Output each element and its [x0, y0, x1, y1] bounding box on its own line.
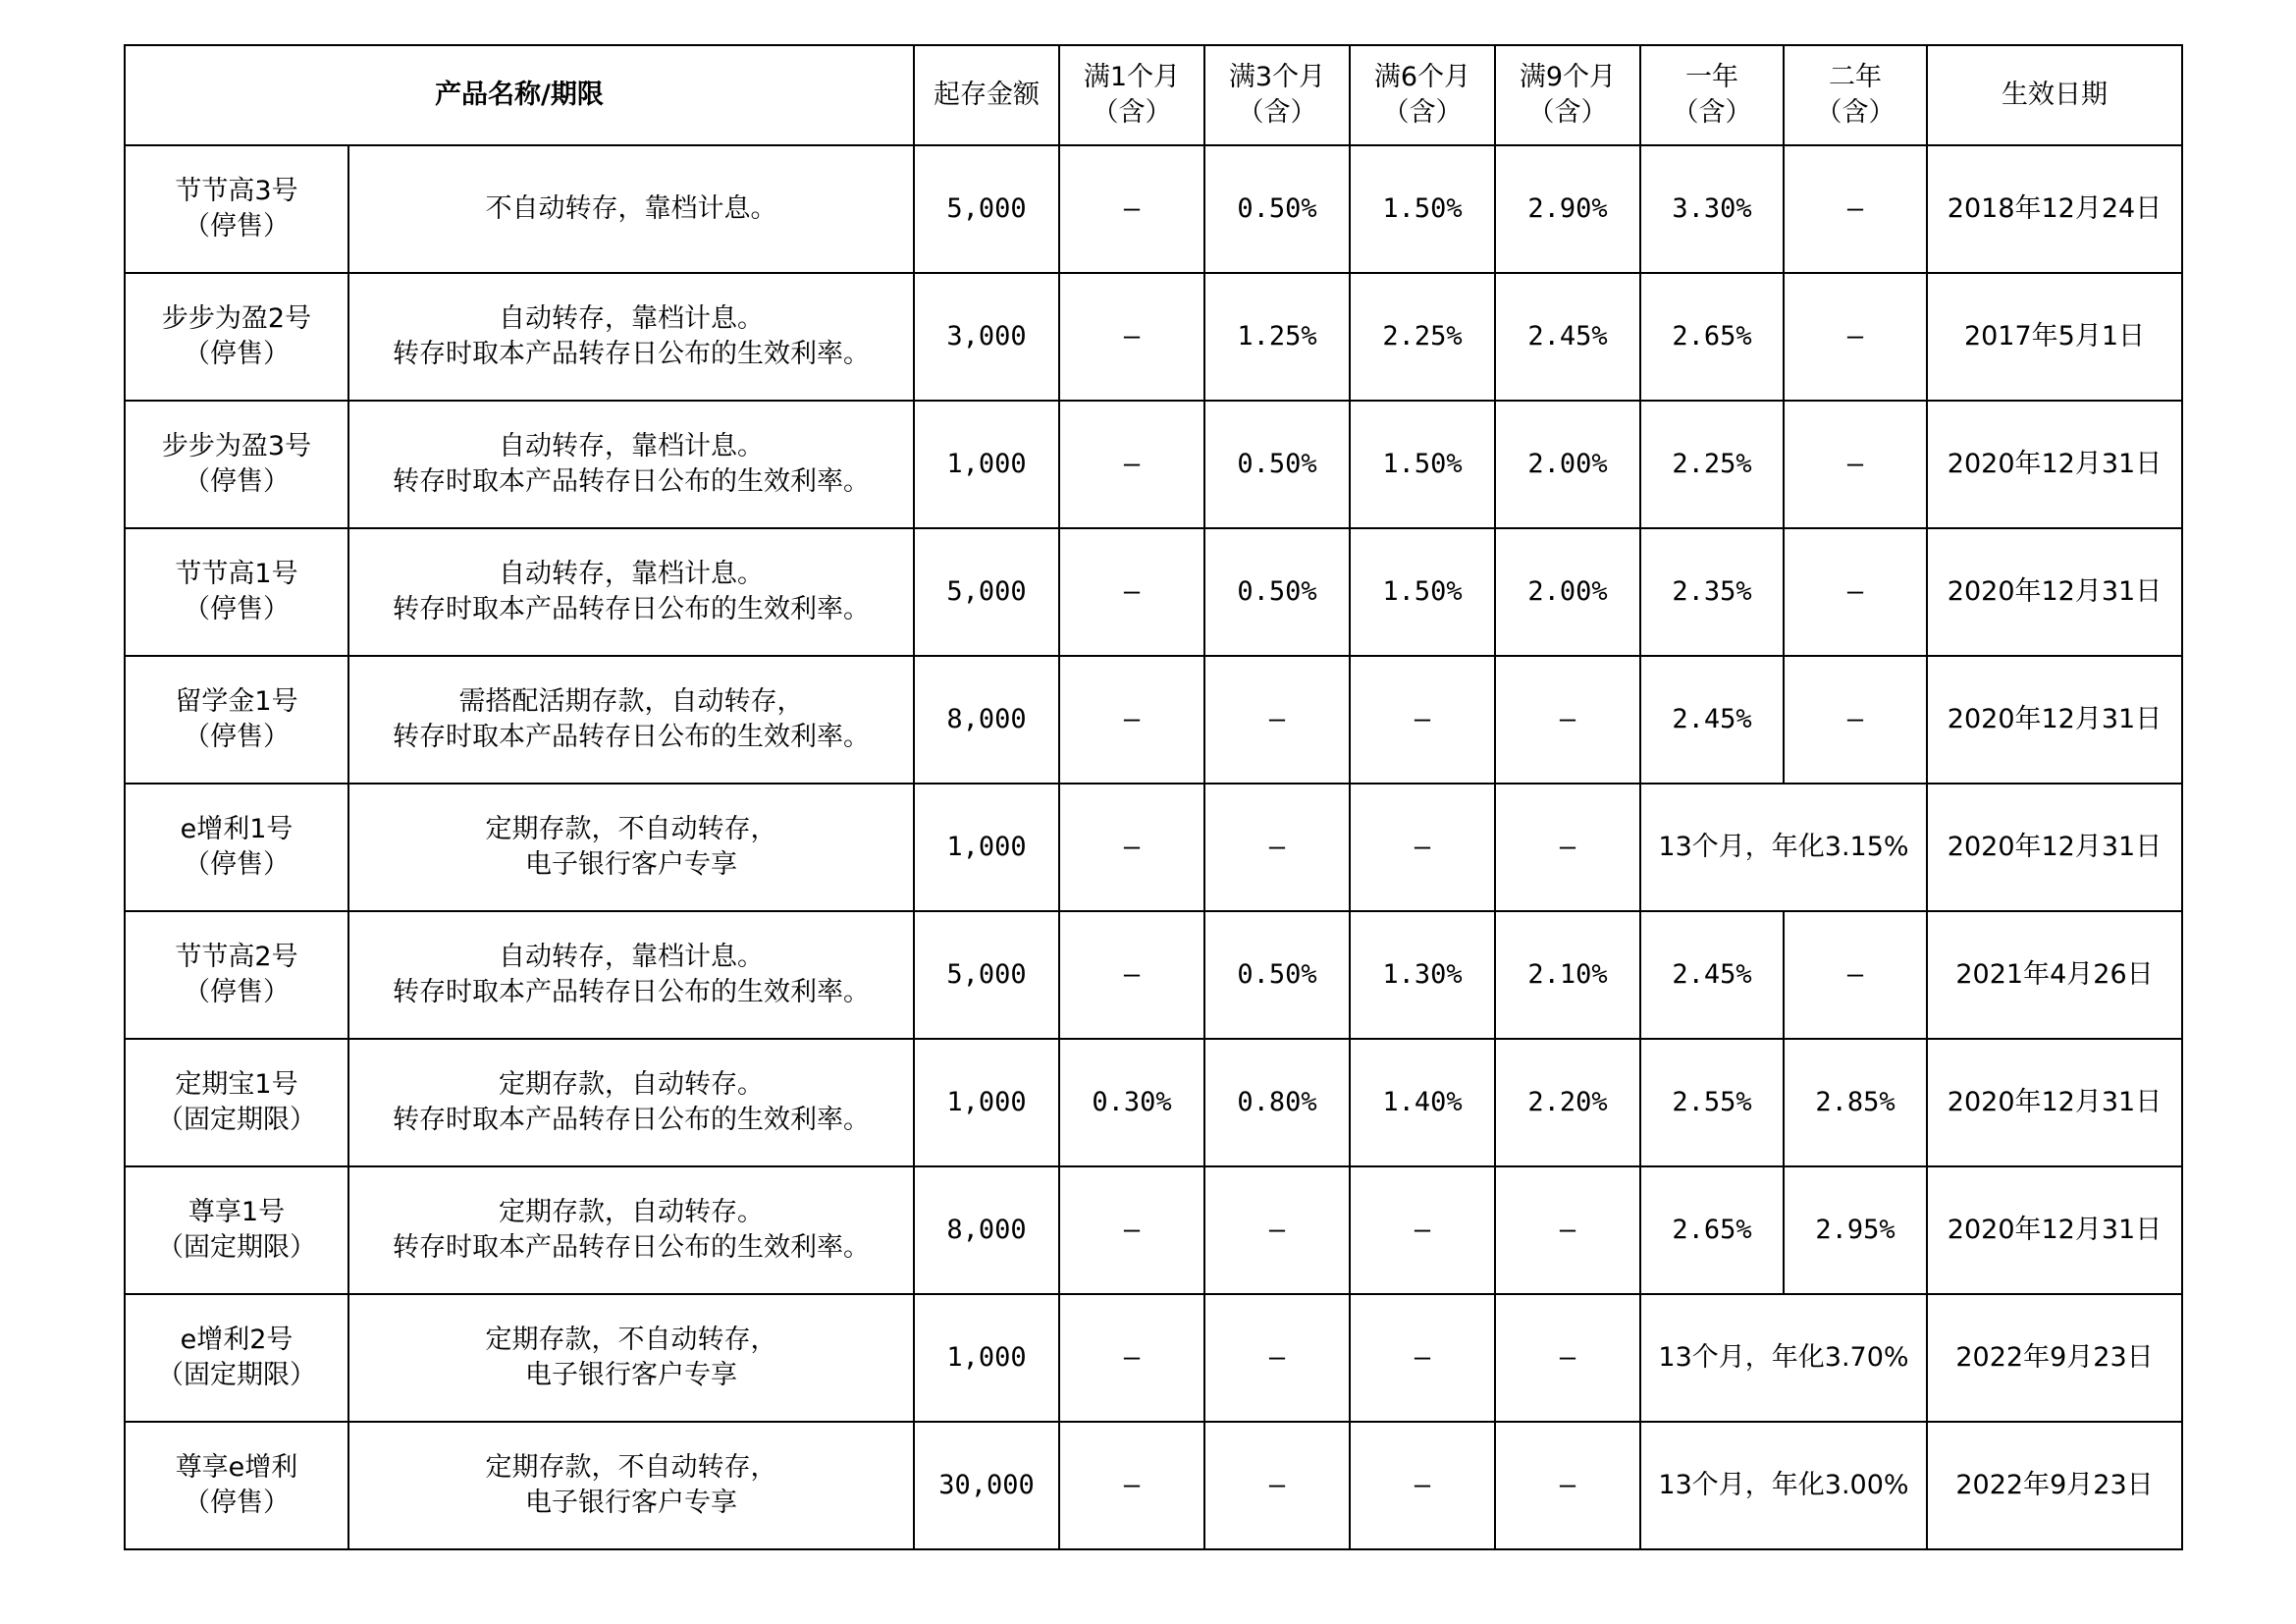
rate-9-month-cell: – — [1495, 1422, 1640, 1549]
table-row — [125, 1294, 2182, 1422]
rate-6-month-cell: 1.50% — [1350, 145, 1495, 273]
product-name-cell — [125, 401, 348, 528]
rate-6-month-cell: 1.50% — [1350, 528, 1495, 656]
table-row — [125, 273, 2182, 401]
product-status: （固定期限） — [157, 1232, 316, 1263]
product-name: 节节高3号 — [175, 176, 298, 206]
min-deposit-cell: 1,000 — [914, 401, 1059, 528]
product-description-cell — [348, 1422, 914, 1549]
product-name: 节节高1号 — [175, 559, 298, 589]
rate-9-month-cell: 2.10% — [1495, 911, 1640, 1039]
header-9-month-incl: （含） — [1527, 97, 1608, 128]
product-description-line: 不自动转存，靠档计息。 — [485, 193, 777, 224]
effective-date-cell: 2020年12月31日 — [1927, 784, 2182, 911]
product-status: （停售） — [184, 339, 290, 369]
rate-3-month-cell: 0.50% — [1204, 911, 1350, 1039]
product-status: （固定期限） — [157, 1105, 316, 1135]
product-description-line: 转存时取本产品转存日公布的生效利率。 — [393, 594, 870, 624]
product-description-cell — [348, 145, 914, 273]
min-deposit-cell: 1,000 — [914, 1039, 1059, 1166]
header-1-year-label: 一年 — [1685, 62, 1738, 92]
product-description-cell — [348, 273, 914, 401]
effective-date-cell: 2021年4月26日 — [1927, 911, 2182, 1039]
rate-2-year-cell: – — [1784, 273, 1927, 401]
rate-9-month-cell: – — [1495, 784, 1640, 911]
product-description-cell — [348, 1166, 914, 1294]
min-deposit-cell: 1,000 — [914, 1294, 1059, 1422]
rate-6-month-cell: 1.50% — [1350, 401, 1495, 528]
rate-13-month-merged-cell: 13个月，年化3.15% — [1640, 784, 1927, 911]
product-status: （停售） — [184, 594, 290, 624]
product-name: 步步为盈3号 — [161, 431, 312, 461]
min-deposit-cell: 8,000 — [914, 656, 1059, 784]
header-9-month-label: 满9个月 — [1519, 62, 1617, 92]
rate-2-year-cell: 2.95% — [1784, 1166, 1927, 1294]
product-status: （停售） — [184, 1488, 290, 1518]
product-description-cell — [348, 1294, 914, 1422]
rate-2-year-cell: – — [1784, 911, 1927, 1039]
product-description-line: 需搭配活期存款，自动转存， — [458, 686, 804, 717]
product-name-cell — [125, 656, 348, 784]
table-row — [125, 528, 2182, 656]
header-6-month-incl: （含） — [1382, 97, 1463, 128]
table-row — [125, 401, 2182, 528]
rate-6-month-cell: 2.25% — [1350, 273, 1495, 401]
rate-1-year-cell: 2.35% — [1640, 528, 1784, 656]
product-description-line: 自动转存，靠档计息。 — [499, 559, 764, 589]
min-deposit-cell: 8,000 — [914, 1166, 1059, 1294]
rate-6-month-cell: – — [1350, 1422, 1495, 1549]
table-row — [125, 656, 2182, 784]
rate-3-month-cell: – — [1204, 656, 1350, 784]
deposit-rate-table — [124, 44, 2183, 1550]
product-name: 节节高2号 — [175, 942, 298, 972]
product-description-line: 定期存款，不自动转存， — [485, 814, 777, 844]
header-3-month-incl: （含） — [1237, 97, 1317, 128]
min-deposit-cell: 5,000 — [914, 145, 1059, 273]
product-description-line: 自动转存，靠档计息。 — [499, 303, 764, 334]
rate-2-year-cell: – — [1784, 656, 1927, 784]
table-row — [125, 911, 2182, 1039]
rate-1-month-cell: – — [1059, 401, 1204, 528]
min-deposit-cell: 30,000 — [914, 1422, 1059, 1549]
rate-9-month-cell: 2.45% — [1495, 273, 1640, 401]
rate-1-month-cell: – — [1059, 145, 1204, 273]
rate-1-year-cell: 3.30% — [1640, 145, 1784, 273]
effective-date-cell: 2022年9月23日 — [1927, 1422, 2182, 1549]
rate-6-month-cell: – — [1350, 656, 1495, 784]
effective-date-cell: 2020年12月31日 — [1927, 401, 2182, 528]
product-name-cell — [125, 528, 348, 656]
effective-date-cell: 2018年12月24日 — [1927, 145, 2182, 273]
product-name-cell — [125, 911, 348, 1039]
rate-9-month-cell: 2.00% — [1495, 401, 1640, 528]
rate-1-year-cell: 2.65% — [1640, 1166, 1784, 1294]
header-6-month — [1350, 45, 1495, 145]
rate-9-month-cell: – — [1495, 656, 1640, 784]
rate-1-year-cell: 2.65% — [1640, 273, 1784, 401]
product-description-line: 电子银行客户专享 — [525, 849, 737, 880]
rate-1-month-cell: 0.30% — [1059, 1039, 1204, 1166]
product-status: （停售） — [184, 849, 290, 880]
rate-3-month-cell: – — [1204, 784, 1350, 911]
product-description-line: 转存时取本产品转存日公布的生效利率。 — [393, 466, 870, 497]
product-name: 尊享1号 — [187, 1197, 286, 1227]
rate-6-month-cell: – — [1350, 1166, 1495, 1294]
effective-date-cell: 2020年12月31日 — [1927, 528, 2182, 656]
product-description-cell — [348, 1039, 914, 1166]
header-1-month — [1059, 45, 1204, 145]
product-description-line: 自动转存，靠档计息。 — [499, 942, 764, 972]
min-deposit-cell: 5,000 — [914, 911, 1059, 1039]
rate-1-year-cell: 2.45% — [1640, 656, 1784, 784]
product-description-cell — [348, 656, 914, 784]
rate-1-year-cell: 2.45% — [1640, 911, 1784, 1039]
rate-3-month-cell: 0.50% — [1204, 528, 1350, 656]
rate-3-month-cell: 0.50% — [1204, 401, 1350, 528]
table-row — [125, 145, 2182, 273]
rate-1-month-cell: – — [1059, 784, 1204, 911]
effective-date-cell: 2020年12月31日 — [1927, 1039, 2182, 1166]
product-status: （固定期限） — [157, 1360, 316, 1390]
product-description-line: 转存时取本产品转存日公布的生效利率。 — [393, 977, 870, 1007]
min-deposit-cell: 5,000 — [914, 528, 1059, 656]
effective-date-cell: 2020年12月31日 — [1927, 656, 2182, 784]
effective-date-cell: 2022年9月23日 — [1927, 1294, 2182, 1422]
min-deposit-cell: 1,000 — [914, 784, 1059, 911]
rate-9-month-cell: 2.90% — [1495, 145, 1640, 273]
header-min-deposit: 起存金额 — [914, 45, 1059, 145]
product-name: 留学金1号 — [175, 686, 298, 717]
header-1-year-incl: （含） — [1672, 97, 1752, 128]
header-1-month-incl: （含） — [1092, 97, 1172, 128]
header-2-year-incl: （含） — [1815, 97, 1896, 128]
product-status: （停售） — [184, 211, 290, 242]
product-description-cell — [348, 401, 914, 528]
rate-1-month-cell: – — [1059, 911, 1204, 1039]
product-name-cell — [125, 1166, 348, 1294]
product-description-line: 转存时取本产品转存日公布的生效利率。 — [393, 1105, 870, 1135]
product-name: 尊享e增利 — [175, 1452, 298, 1483]
effective-date-cell: 2017年5月1日 — [1927, 273, 2182, 401]
rate-3-month-cell: 0.80% — [1204, 1039, 1350, 1166]
product-status: （停售） — [184, 466, 290, 497]
header-6-month-label: 满6个月 — [1373, 62, 1471, 92]
header-2-year-label: 二年 — [1829, 62, 1882, 92]
rate-3-month-cell: 1.25% — [1204, 273, 1350, 401]
rate-1-month-cell: – — [1059, 1422, 1204, 1549]
rate-9-month-cell: 2.20% — [1495, 1039, 1640, 1166]
header-3-month — [1204, 45, 1350, 145]
rate-1-month-cell: – — [1059, 528, 1204, 656]
product-description-line: 电子银行客户专享 — [525, 1488, 737, 1518]
rate-2-year-cell: – — [1784, 528, 1927, 656]
rate-1-month-cell: – — [1059, 273, 1204, 401]
product-name-cell — [125, 1422, 348, 1549]
rate-6-month-cell: 1.30% — [1350, 911, 1495, 1039]
header-2-year — [1784, 45, 1927, 145]
rate-1-month-cell: – — [1059, 1166, 1204, 1294]
rate-13-month-merged-cell: 13个月，年化3.70% — [1640, 1294, 1927, 1422]
product-status: （停售） — [184, 977, 290, 1007]
product-name: e增利1号 — [180, 814, 294, 844]
rate-9-month-cell: 2.00% — [1495, 528, 1640, 656]
product-name-cell — [125, 273, 348, 401]
rate-3-month-cell: – — [1204, 1422, 1350, 1549]
product-description-line: 电子银行客户专享 — [525, 1360, 737, 1390]
header-product-name-term: 产品名称/期限 — [125, 45, 914, 145]
min-deposit-cell: 3,000 — [914, 273, 1059, 401]
table-row — [125, 784, 2182, 911]
rate-6-month-cell: – — [1350, 1294, 1495, 1422]
rate-2-year-cell: – — [1784, 401, 1927, 528]
rate-9-month-cell: – — [1495, 1294, 1640, 1422]
product-description-line: 定期存款，自动转存。 — [499, 1069, 764, 1100]
header-row — [125, 45, 2182, 145]
product-description-line: 转存时取本产品转存日公布的生效利率。 — [393, 722, 870, 752]
product-status: （停售） — [184, 722, 290, 752]
product-name-cell — [125, 784, 348, 911]
header-1-month-label: 满1个月 — [1083, 62, 1181, 92]
product-description-line: 自动转存，靠档计息。 — [499, 431, 764, 461]
product-description-line: 定期存款，不自动转存， — [485, 1452, 777, 1483]
product-description-line: 转存时取本产品转存日公布的生效利率。 — [393, 1232, 870, 1263]
rate-9-month-cell: – — [1495, 1166, 1640, 1294]
product-name: 定期宝1号 — [175, 1069, 298, 1100]
product-description-cell — [348, 784, 914, 911]
rate-1-year-cell: 2.25% — [1640, 401, 1784, 528]
rate-1-month-cell: – — [1059, 656, 1204, 784]
product-name-cell — [125, 1294, 348, 1422]
table-row — [125, 1039, 2182, 1166]
rate-3-month-cell: – — [1204, 1294, 1350, 1422]
rate-3-month-cell: – — [1204, 1166, 1350, 1294]
product-name-cell — [125, 145, 348, 273]
header-1-year — [1640, 45, 1784, 145]
rate-3-month-cell: 0.50% — [1204, 145, 1350, 273]
rate-1-year-cell: 2.55% — [1640, 1039, 1784, 1166]
table-row — [125, 1166, 2182, 1294]
product-description-cell — [348, 528, 914, 656]
header-9-month — [1495, 45, 1640, 145]
rate-6-month-cell: – — [1350, 784, 1495, 911]
rate-13-month-merged-cell: 13个月，年化3.00% — [1640, 1422, 1927, 1549]
product-name: e增利2号 — [180, 1325, 294, 1355]
product-description-cell — [348, 911, 914, 1039]
rate-1-month-cell: – — [1059, 1294, 1204, 1422]
rate-6-month-cell: 1.40% — [1350, 1039, 1495, 1166]
rate-2-year-cell: – — [1784, 145, 1927, 273]
product-description-line: 定期存款，不自动转存， — [485, 1325, 777, 1355]
product-description-line: 转存时取本产品转存日公布的生效利率。 — [393, 339, 870, 369]
header-effective-date: 生效日期 — [1927, 45, 2182, 145]
rate-2-year-cell: 2.85% — [1784, 1039, 1927, 1166]
product-description-line: 定期存款，自动转存。 — [499, 1197, 764, 1227]
table-row — [125, 1422, 2182, 1549]
product-name-cell — [125, 1039, 348, 1166]
effective-date-cell: 2020年12月31日 — [1927, 1166, 2182, 1294]
product-name: 步步为盈2号 — [161, 303, 312, 334]
header-3-month-label: 满3个月 — [1228, 62, 1326, 92]
